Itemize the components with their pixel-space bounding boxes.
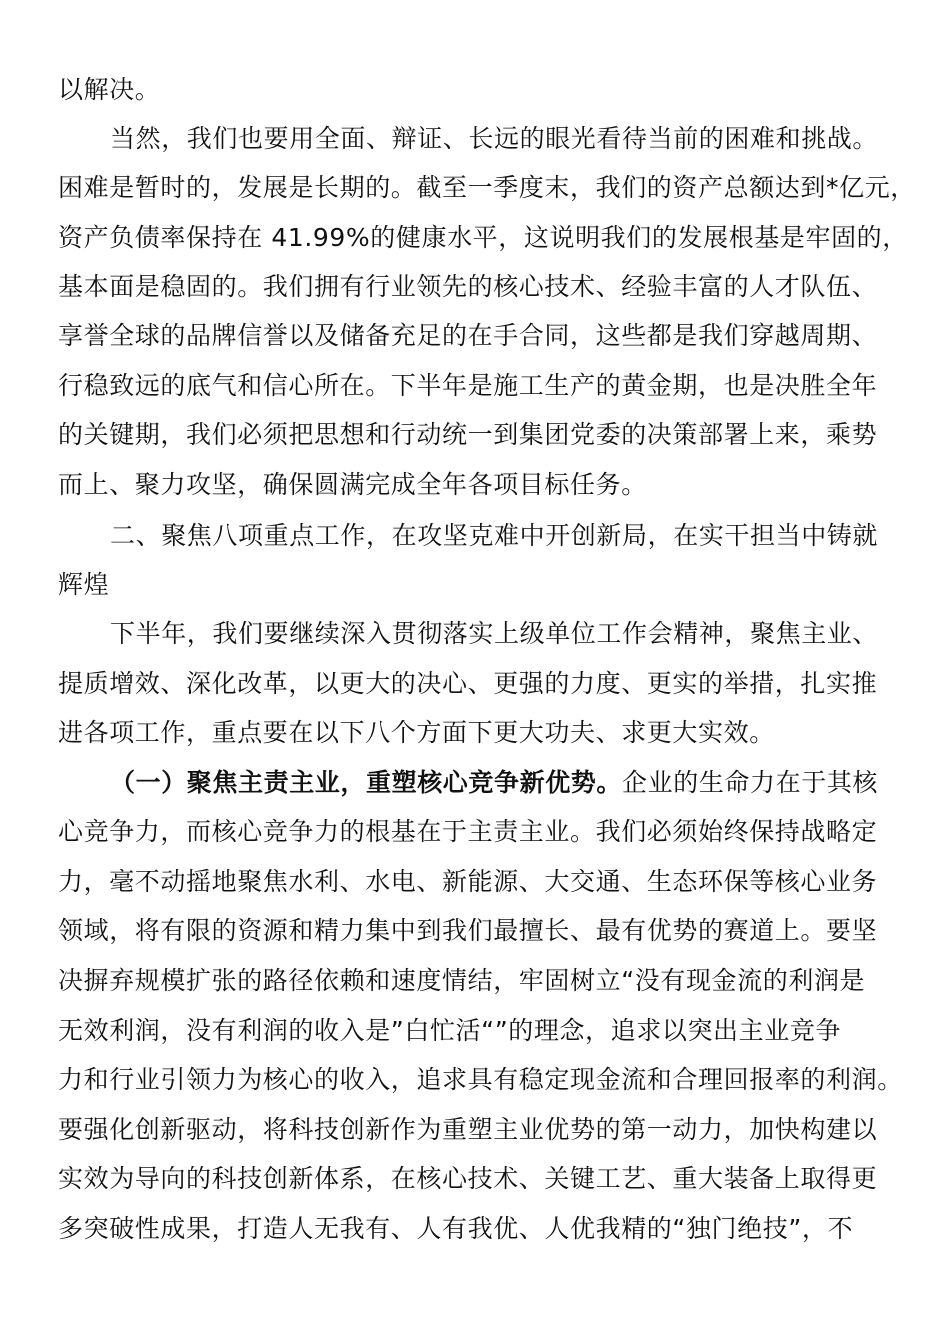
text-line: 领域，将有限的资源和精力集中到我们最擅长、最有优势的赛道上。要坚	[58, 916, 878, 945]
text-line: 决摒弃规模扩张的路径依赖和速度情结，牢固树立“没有现金流的利润是	[58, 966, 866, 995]
text-line: 以解决。	[58, 75, 161, 104]
text-line: 要强化创新驱动，将科技创新作为重塑主业优势的第一动力，加快构建以	[58, 1115, 878, 1144]
text-line: 进各项工作，重点要在以下八个方面下更大功夫、求更大实效。	[58, 718, 775, 747]
paragraph-start: 下半年，我们要继续深入贯彻落实上级单位工作会精神，聚焦主业、	[110, 619, 879, 648]
section-heading-continued: 辉煌	[58, 570, 110, 599]
text-line: 实效为导向的科技创新体系，在核心技术、关键工艺、重大装备上取得更	[58, 1164, 878, 1193]
subsection-title: （一）聚焦主责主业，重塑核心竞争新优势。	[110, 768, 623, 797]
text-line: 力，毫不动摇地聚焦水利、水电、新能源、大交通、生态环保等核心业务	[58, 867, 878, 896]
text-line: 困难是暂时的，发展是长期的。截至一季度末，我们的资产总额达到*亿元，	[58, 173, 916, 202]
text-line: 心竞争力，而核心竞争力的根基在于主责主业。我们必须始终保持战略定	[58, 817, 878, 846]
text-line: 力和行业引领力为核心的收入，追求具有稳定现金流和合理回报率的利润。	[58, 1065, 903, 1094]
text-line: 而上、聚力攻坚，确保圆满完成全年各项目标任务。	[58, 470, 647, 499]
subsection-line	[110, 763, 940, 803]
text-line: 的关键期，我们必须把思想和行动统一到集团党委的决策部署上来，乘势	[58, 420, 878, 449]
text-line: 享誉全球的品牌信誉以及储备充足的在手合同，这些都是我们穿越周期、	[58, 321, 878, 350]
paragraph-start: 当然，我们也要用全面、辩证、长远的眼光看待当前的困难和挑战。	[110, 124, 879, 153]
text-line: 行稳致远的底气和信心所在。下半年是施工生产的黄金期，也是决胜全年	[58, 371, 878, 400]
text-line: 多突破性成果，打造人无我有、人有我优、人优我精的“独门绝技”，不	[58, 1214, 854, 1243]
subsection-text: 企业的生命力在于其核	[622, 768, 879, 797]
section-heading: 二、聚焦八项重点工作，在攻坚克难中开创新局，在实干担当中铸就	[110, 521, 879, 550]
text-line: 基本面是稳固的。我们拥有行业领先的核心技术、经验丰富的人才队伍、	[58, 272, 878, 301]
text-line: 资产负债率保持在 41.99%的健康水平，这说明我们的发展根基是牢固的，	[58, 223, 908, 252]
text-line: 无效利润，没有利润的收入是”白忙活“”的理念，追求以突出主业竞争	[58, 1016, 842, 1045]
text-line: 提质增效、深化改革，以更大的决心、更强的力度、更实的举措，扎实推	[58, 669, 878, 698]
